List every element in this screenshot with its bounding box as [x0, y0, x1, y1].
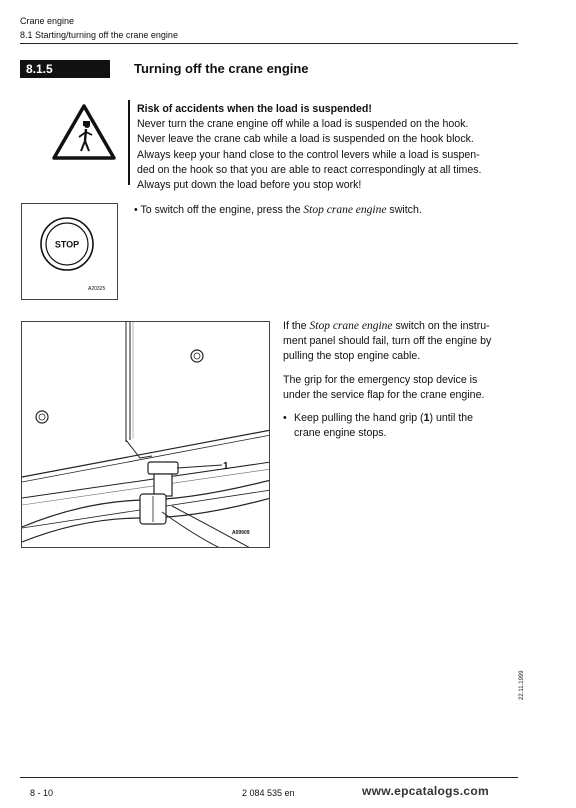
paragraph-grip-location	[283, 373, 523, 403]
text: The grip for the emergency stop device is	[283, 373, 478, 386]
document-number: 2 084 535 en	[242, 788, 295, 798]
watermark: www.epcatalogs.com	[362, 784, 489, 798]
instruction-italic: Stop crane engine	[303, 204, 387, 216]
bullet: •	[134, 204, 138, 216]
instruction-switch-off	[134, 203, 422, 217]
warning-line: Always put down the load before you stop work!	[137, 179, 362, 192]
text: ment panel should fail, turn off the engine by	[283, 335, 492, 348]
warning-line: Never leave the crane cab while a load is suspended on the hook block.	[137, 133, 474, 146]
text: ) until the	[429, 412, 474, 425]
bullet-text	[294, 411, 473, 441]
text-bold: 1	[423, 412, 430, 425]
stop-label: STOP	[54, 239, 80, 250]
instruction-text-end: switch.	[386, 204, 422, 216]
warning-line: ded on the hook so that you are able to react correspondingly at all times.	[137, 163, 482, 176]
text: switch on the instru-	[392, 320, 490, 332]
text: If the	[283, 320, 310, 332]
stop-cable-illustration	[22, 322, 270, 548]
paragraph-switch-fail	[283, 319, 523, 365]
body-text	[283, 319, 523, 441]
warning-bar	[128, 100, 130, 185]
text: crane engine stops.	[294, 427, 387, 440]
warning-text	[137, 102, 527, 193]
figure-code: A20325	[88, 286, 106, 292]
section-title: Turning off the crane engine	[134, 61, 309, 76]
header-chapter: Crane engine	[20, 16, 75, 26]
warning-line: Never turn the crane engine off while a load is suspended on the hook.	[137, 118, 469, 131]
text: pulling the stop engine cable.	[283, 350, 421, 363]
header-section: 8.1 Starting/turning off the crane engine	[20, 30, 178, 40]
bullet-keep-pulling	[283, 411, 523, 441]
side-date: 22.11.1999	[519, 670, 525, 700]
warning-title: Risk of accidents when the load is suspended!	[137, 103, 372, 115]
text-italic: Stop crane engine	[309, 320, 393, 332]
bullet: •	[283, 412, 287, 425]
hazard-warning-triangle-icon	[52, 103, 116, 161]
footer-rule	[20, 777, 518, 778]
stop-cable-figure	[21, 321, 270, 548]
page-number: 8 - 10	[30, 788, 54, 798]
text: Keep pulling the hand grip (	[294, 412, 424, 425]
header-rule	[20, 43, 518, 44]
figure-code: A09909	[232, 530, 250, 536]
instruction-text: To switch off the engine, press the	[140, 204, 304, 216]
text: under the service flap for the crane engine.	[283, 388, 485, 401]
callout-number: 1	[223, 461, 229, 472]
section-number: 8.1.5	[20, 60, 110, 78]
warning-line: Always keep your hand close to the control levers while a load is suspen-	[137, 148, 480, 161]
